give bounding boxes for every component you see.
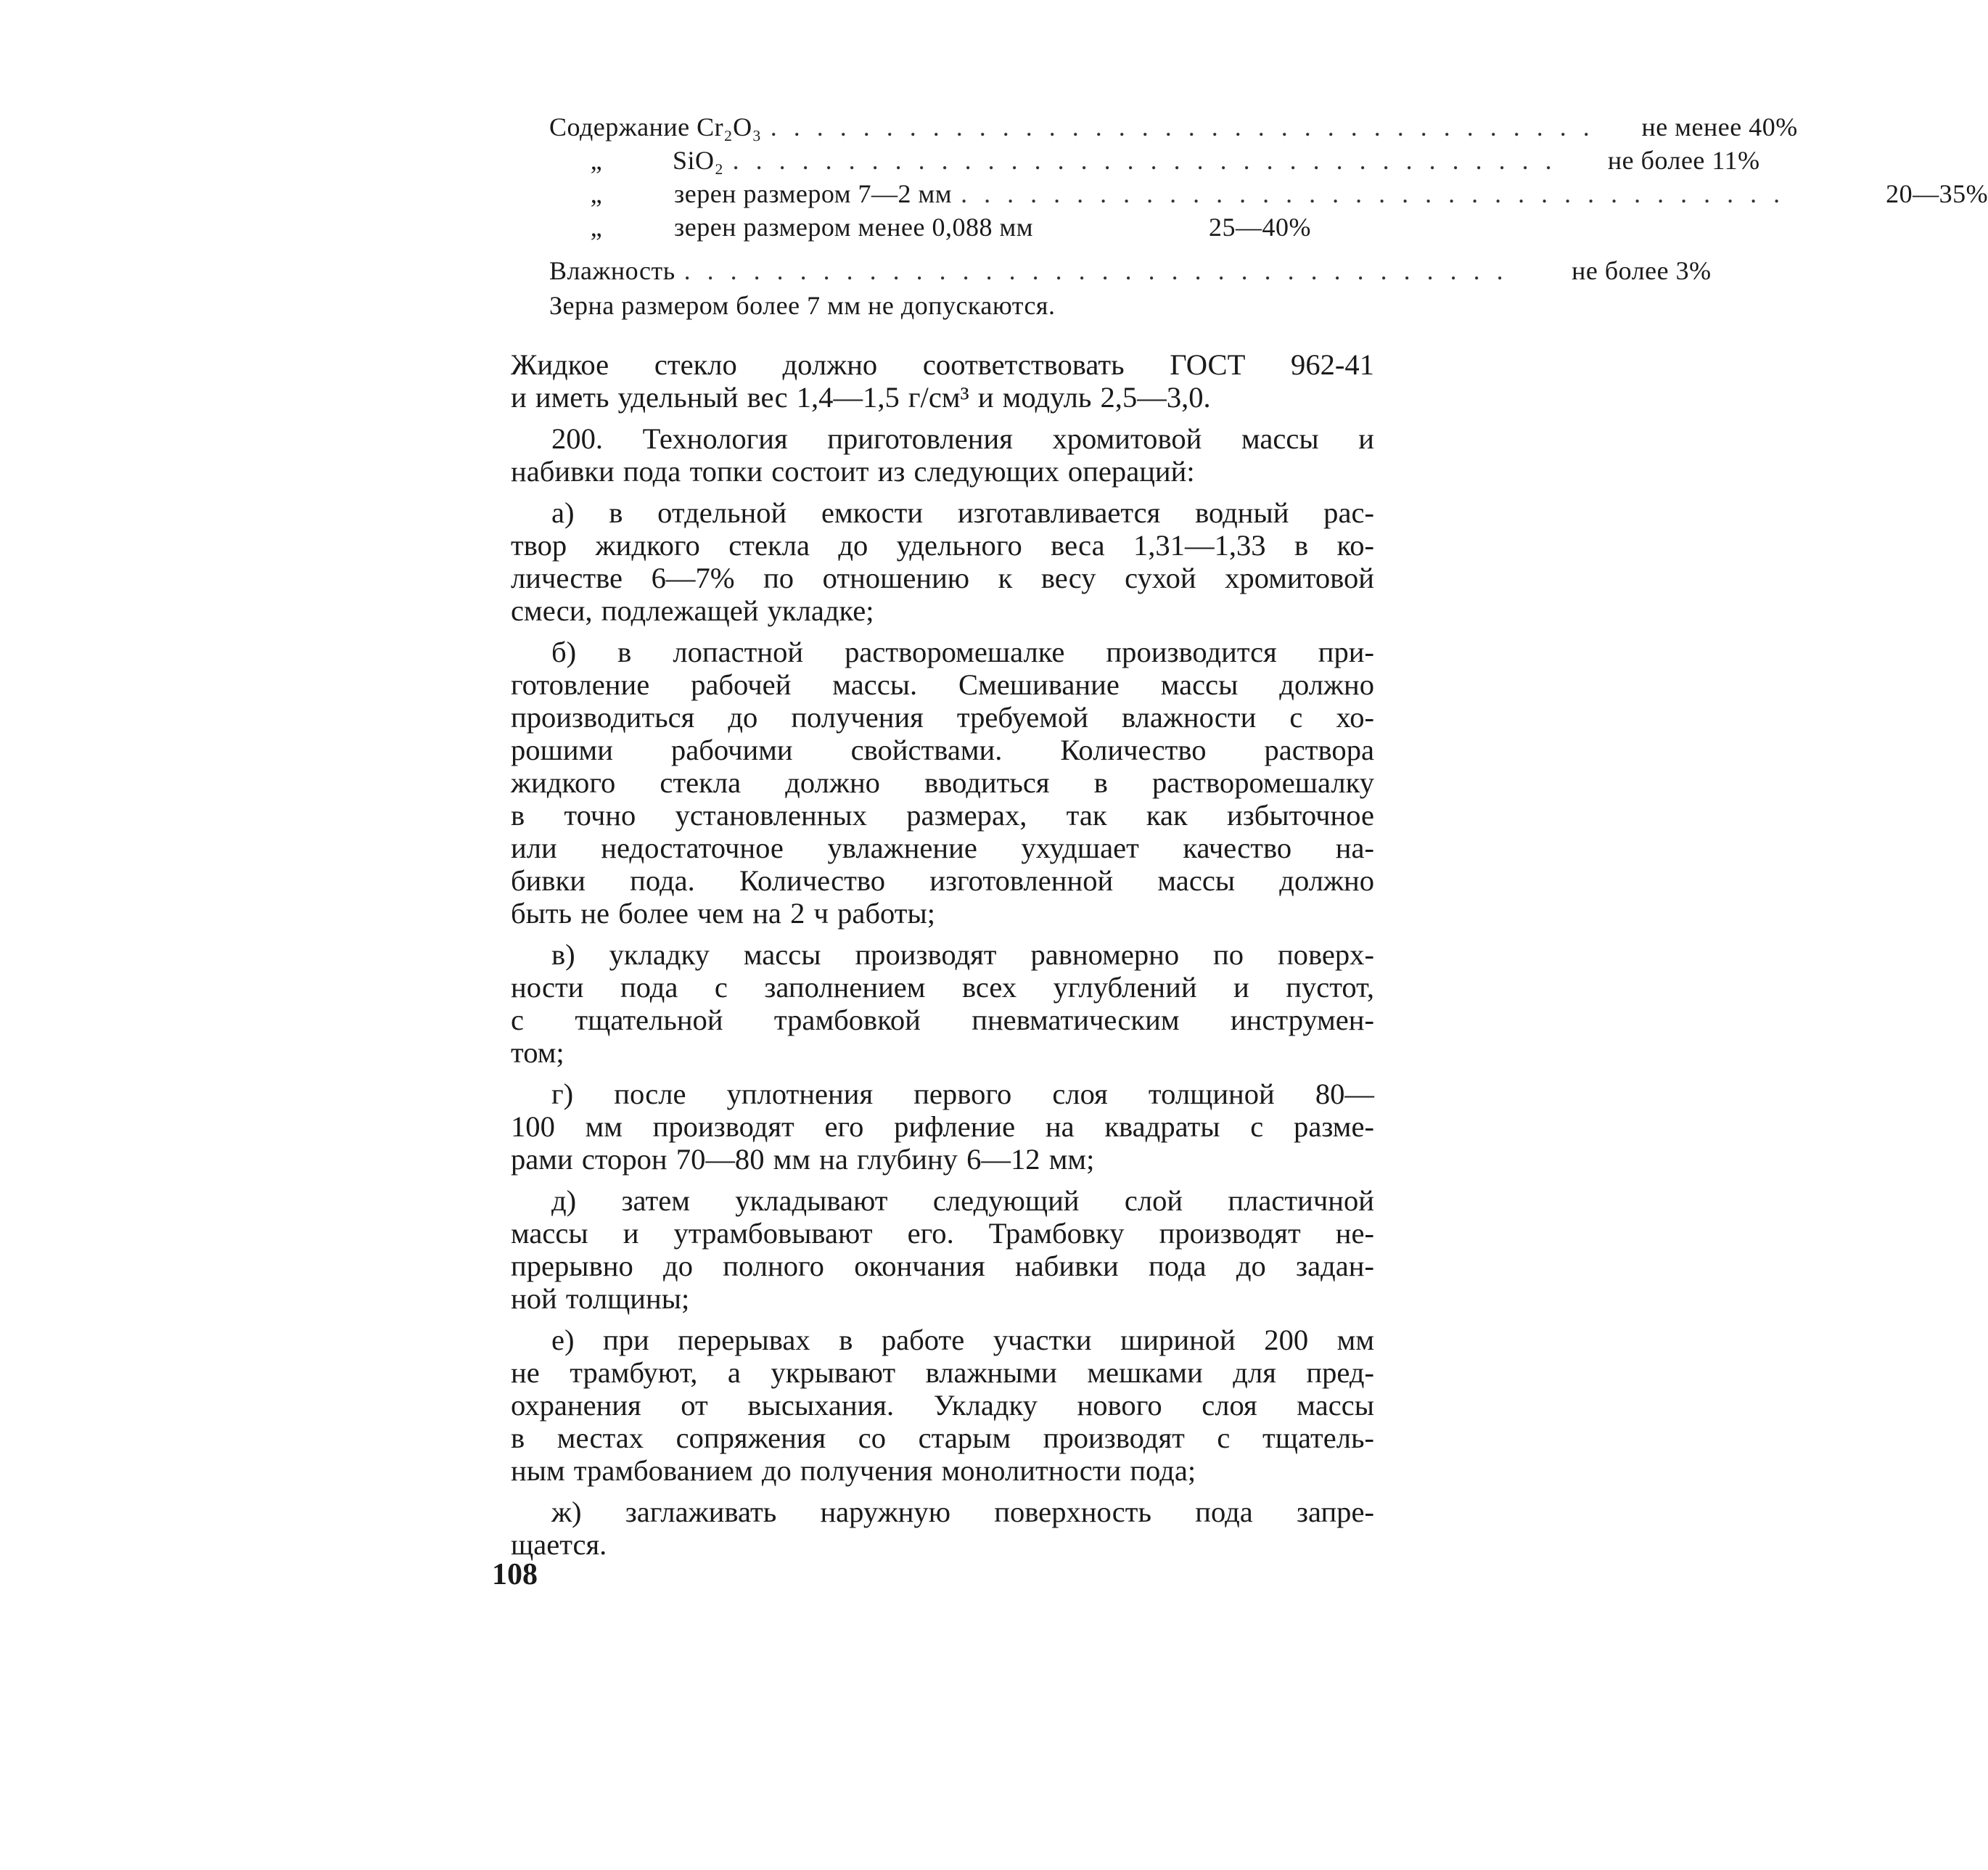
text-line: или недостаточное увлажнение ухудшает качество на- — [511, 832, 1374, 864]
text-line: в точно установленных размерах, так как избыточное — [511, 799, 1374, 832]
text-line: ности пода с заполнением всех углублений и пустот, — [511, 971, 1374, 1004]
body-text — [511, 348, 1374, 1561]
text-line: охранения от высыхания. Укладку нового слоя массы — [511, 1389, 1374, 1422]
leader-dots: . . . . . . . . . . . . . . . . . . . . . . . . . . . . . . . . . . . . — [732, 146, 1557, 175]
list-item-b: б) в лопастной растворомешалке производится при- — [551, 636, 1374, 668]
text-line: рами сторон 70—80 мм на глубину 6—12 мм; — [511, 1143, 1095, 1176]
list-item-a: а) в отдельной емкости изготавливается водный рас- — [551, 496, 1374, 529]
text-line: рошими рабочими свойствами. Количество раствора — [511, 734, 1374, 766]
text-line: набивки пода топки состоит из следующих операций: — [511, 455, 1195, 488]
spec-label: зерен размером менее 0,088 мм — [674, 213, 1034, 242]
text-line: жидкого стекла должно вводиться в растворомешалку — [511, 766, 1374, 799]
list-item-e: е) при перерывах в работе участки шириной 200 мм — [551, 1324, 1374, 1356]
text-line: в местах сопряжения со старым производят с тщатель- — [511, 1422, 1374, 1454]
list-item-zh: ж) заглаживать наружную поверхность пода запре- — [551, 1496, 1374, 1528]
spec-label: Содержание Cr₂O₃ — [549, 112, 762, 142]
text-line: и иметь удельный вес 1,4—1,5 г/см³ и модуль 2,5—3,0. — [511, 381, 1211, 414]
text-line: твор жидкого стекла до удельного веса 1,31—1,33 в ко- — [511, 529, 1374, 562]
spec-row — [549, 179, 1988, 212]
text-line: не трамбуют, а укрывают влажными мешками для пред- — [511, 1356, 1374, 1389]
paragraph-heading-line: 200. Технология приготовления хромитовой массы и — [551, 422, 1374, 455]
text-line: бивки пода. Количество изготовленной массы должно — [511, 864, 1374, 897]
spec-value: 20—35% — [1886, 179, 1988, 208]
text-line: смеси, подлежащей укладке; — [511, 594, 874, 627]
ditto-mark: „ — [590, 213, 603, 242]
spec-value: не менее 40% — [1641, 112, 1798, 142]
text-line: готовление рабочей массы. Смешивание массы должно — [511, 668, 1374, 701]
leader-dots: . . . . . . . . . . . . . . . . . . . . . . . . . . . . . . . . . . . . — [961, 179, 1786, 208]
spec-table — [549, 112, 1988, 321]
text-line: Жидкое стекло должно соответствовать ГОСТ 962-41 — [511, 348, 1374, 381]
text-line: щается. — [511, 1528, 607, 1561]
ditto-mark: „ — [590, 146, 603, 175]
text-line: прерывно до полного окончания набивки пода до задан- — [511, 1250, 1374, 1282]
list-item-g: г) после уплотнения первого слоя толщиной 80— — [551, 1078, 1374, 1110]
spec-value: не более 3% — [1572, 256, 1712, 285]
leader-dots: . . . . . . . . . . . . . . . . . . . . . . . . . . . . . . . . . . . . — [770, 112, 1595, 142]
text-line: ным трамбованием до получения монолитности пода; — [511, 1454, 1196, 1487]
ditto-mark: „ — [590, 179, 603, 208]
text-line: ной толщины; — [511, 1282, 690, 1315]
text-line: том; — [511, 1036, 564, 1069]
text-line: с тщательной трамбовкой пневматическим инструмен- — [511, 1004, 1374, 1036]
spec-label: SiO₂ — [673, 146, 724, 175]
text-line: быть не более чем на 2 ч работы; — [511, 897, 936, 930]
text-line: массы и утрамбовывают его. Трамбовку производят не- — [511, 1217, 1374, 1250]
spec-row — [549, 212, 1311, 245]
text-line: производиться до получения требуемой влажности с хо- — [511, 701, 1374, 734]
text-line: 100 мм производят его рифление на квадраты с разме- — [511, 1110, 1374, 1143]
spec-row — [549, 112, 1798, 145]
page-number: 108 — [492, 1558, 538, 1591]
text-line: личестве 6—7% по отношению к весу сухой хромитовой — [511, 562, 1374, 594]
list-item-d: д) затем укладывают следующий слой пластичной — [551, 1184, 1374, 1217]
spec-label: Влажность — [549, 256, 675, 285]
spec-value: 25—40% — [1209, 213, 1311, 242]
spec-note: Зерна размером более 7 мм не допускаются. — [549, 291, 1056, 320]
list-item-v: в) укладку массы производят равномерно по поверх- — [551, 938, 1374, 971]
leader-dots: . . . . . . . . . . . . . . . . . . . . . . . . . . . . . . . . . . . . — [683, 256, 1508, 285]
spec-label: зерен размером 7—2 мм — [674, 179, 953, 208]
spec-row — [549, 145, 1760, 179]
spec-row — [549, 255, 1712, 289]
spec-value: не более 11% — [1607, 146, 1760, 175]
